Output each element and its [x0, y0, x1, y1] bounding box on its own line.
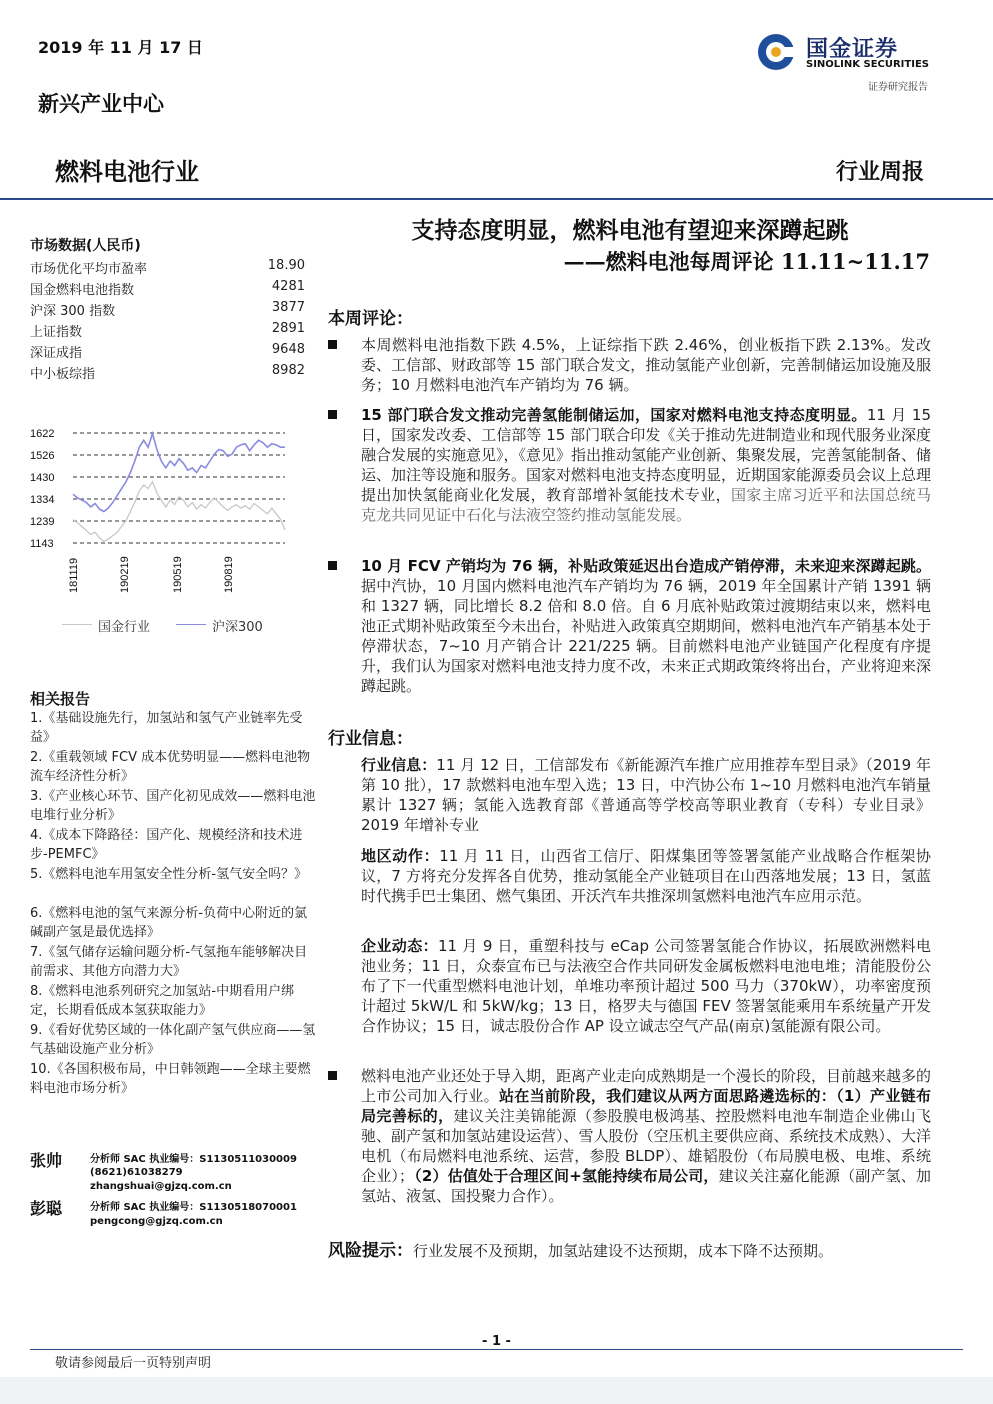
analyst-phone: (8621)61038279 [90, 1167, 183, 1178]
y-tick-label: 1239 [30, 516, 55, 528]
x-tick-label: 190819 [222, 556, 235, 593]
report-type: 行业周报 [836, 160, 925, 185]
bullet-marker [328, 340, 337, 349]
bullet-marker [328, 1071, 337, 1080]
y-tick-label: 1430 [30, 472, 55, 484]
index-chart [25, 415, 315, 600]
industry-news-paragraph: 行业信息：11 月 12 日，工信部发布《新能源汽车推广应用推荐车型目录》（2019 年第 10 批），17 款燃料电池车型入选；13 日，中汽协公布 1~10 月燃料电池汽车销量累计 1327 辆；氢能入选教育部《普通高等学校高等职业教育（专科）专业目录》2019 年增补专业 [361, 756, 931, 834]
industry-name: 燃料电池行业 [55, 158, 199, 186]
related-report-item[interactable]: 4.《成本下降路径：国产化、规模经济和技术进步-PEMFC》 [30, 828, 303, 862]
market-row: 上证指数 2891 [30, 321, 305, 340]
analyst-name: 彭聪 [30, 1199, 63, 1218]
analyst-sac: 分析师 SAC 执业编号：S1130518070001 [90, 1202, 297, 1213]
regional-action-paragraph: 地区动作：11 月 11 日，山西省工信厅、阳煤集团等签署氢能产业战略合作框架协议，7 方将充分发挥各自优势，推动氢能全产业链项目在山西落地发展；13 日，氢蓝时代携手巴士集团、燃气集团、开沃汽车共推深圳氢燃料电池汽车应用示范。 [361, 847, 931, 905]
legend-swatch-hs300 [176, 624, 206, 625]
legend-label-industry: 国金行业 [98, 620, 151, 635]
related-report-item[interactable]: 7.《氢气储存运输问题分析-气氢拖车能够解决目前需求、其他方向潜力大》 [30, 945, 308, 979]
weekly-summary: 本周燃料电池指数下跌 4.5%，上证综指下跌 2.46%，创业板指下跌 2.13%。发改委、工信部、财政部等 15 部门联合发文，推动氢能产业创新，完善制储运加设施及服务；10 月燃料电池汽车产销均为 76 辆。 [361, 336, 931, 394]
y-tick-label: 1334 [30, 494, 55, 506]
logo-text-en: SINOLINK SECURITIES [806, 59, 929, 70]
report-subtitle: ——燃料电池每周评论 11.11~11.17 [563, 249, 930, 274]
market-row: 市场优化平均市盈率 18.90 [30, 258, 305, 277]
y-tick-label: 1143 [30, 538, 54, 550]
x-tick-label: 190219 [118, 556, 131, 593]
report-title: 支持态度明显，燃料电池有望迎来深蹲起跳 [411, 217, 849, 244]
y-tick-label: 1526 [30, 450, 55, 462]
market-row: 沪深 300 指数 3877 [30, 300, 305, 319]
related-report-item[interactable]: 8.《燃料电池系列研究之加氢站-中期看用户绑定，长期看低成本氢获取能力》 [30, 984, 295, 1018]
header-divider [0, 198, 993, 200]
fcv-paragraph: 10 月 FCV 产销均为 76 辆，补贴政策延迟出台造成产销停滞，未来迎来深蹲起跳。据中汽协，10 月国内燃料电池汽车产销均为 76 辆，2019 年全国累计产销 1391 辆和 1327 辆，同比增长 8.2 倍和 8.0 倍。自 6 月底补贴政策过渡期结束以来，燃料电池正式期补贴政策至今未出台，补贴进入政策真空期期间，燃料电池汽车产销基本处于停滞状态，7~10 月产销合计 221/225 辆。目前燃料电池产业链国产化程度有序提升，我们认为国家对燃料电池支持力度不改，未来正式期政策终将出台，产业将迎来深蹲起跳。 [361, 557, 932, 695]
report-date: 2019 年 11 月 17 日 [38, 38, 203, 57]
report-category: 证券研究报告 [868, 82, 928, 93]
department: 新兴产业中心 [38, 91, 164, 116]
series-line-hs300 [73, 434, 285, 512]
related-report-item[interactable]: 10.《各国积极布局，中日韩领跑——全球主要燃料电池市场分析》 [30, 1062, 311, 1096]
x-tick-label: 190519 [171, 556, 184, 593]
market-row: 中小板综指 8982 [30, 363, 305, 382]
analyst-name: 张帅 [30, 1151, 63, 1170]
footer-band [0, 1377, 993, 1404]
related-report-item[interactable]: 6.《燃料电池的氢气来源分析-负荷中心附近的氯碱副产氢是最优选择》 [30, 906, 308, 940]
company-news-paragraph: 企业动态：11 月 9 日，重塑科技与 eCap 公司签署氢能合作协议，拓展欧洲燃料电池业务；11 日，众泰宣布已与法液空合作共同研发金属板燃料电池电堆；清能股份公布了下一代重型燃料电池计划，单堆功率预计超过 500 马力（370kW），功率密度预计超过 5kW/L 和 5kW/kg；13 日，格罗夫与德国 FEV 签署氢能乘用车系统量产开发合作协议；15 日，诚志股份合作 AP 设立诚志空气产品(南京)氢能源有限公司。 [361, 937, 931, 1035]
related-report-item[interactable]: 2.《重载领域 FCV 成本优势明显——燃料电池物流车经济性分析》 [30, 750, 311, 784]
related-report-item[interactable]: 1.《基础设施先行，加氢站和氢气产业链率先受益》 [30, 711, 303, 745]
market-row: 国金燃料电池指数 4281 [30, 279, 305, 298]
related-reports-heading: 相关报告 [30, 690, 91, 708]
bullet-marker [328, 410, 337, 419]
market-row: 深证成指 9648 [30, 342, 305, 361]
related-report-item[interactable]: 9.《看好优势区域的一体化副产氢气供应商——氢气基础设施产业分析》 [30, 1023, 316, 1057]
market-data-heading: 市场数据(人民币) [30, 238, 141, 254]
analyst-sac: 分析师 SAC 执业编号：S1130511030009 [90, 1154, 297, 1165]
bullet-marker [328, 561, 337, 570]
investment-paragraph: 燃料电池产业还处于导入期，距离产业走向成熟期是一个漫长的阶段，目前越来越多的上市公司加入行业。站在当前阶段，我们建议从两方面思路遴选标的：（1）产业链布局完善标的，建议关注美锦能源（参股膜电极鸿基、控股燃料电池车制造企业佛山飞驰、副产氢和加氢站建设运营）、雪人股份（空压机主要供应商、系统技术成熟）、大洋电机（布局燃料电池系统、运营，参股 BLDP）、雄韬股份（布局膜电极、电堆、系统企业）；（2）估值处于合理区间+氢能持续布局公司，建议关注嘉化能源（副产氢、加氢站、液氢、国投聚力合作）。 [361, 1067, 932, 1205]
x-tick-label: 181119 [68, 557, 80, 593]
related-report-item[interactable]: 3.《产业核心环节、国产化初见成效——燃料电池电堆行业分析》 [30, 789, 316, 823]
legend-swatch-industry [62, 624, 92, 625]
analyst-email[interactable]: zhangshuai@gjzq.com.cn [90, 1181, 232, 1192]
footer-divider [30, 1349, 963, 1350]
risk-warning: 风险提示：行业发展不及预期，加氢站建设不达预期，成本下降不达预期。 [328, 1241, 834, 1261]
page-number: - 1 - [482, 1334, 511, 1349]
legend-label-hs300: 沪深300 [212, 620, 263, 635]
disclaimer-note: 敬请参阅最后一页特别声明 [55, 1356, 212, 1371]
sinolink-logo-icon [756, 32, 796, 72]
policy-paragraph: 15 部门联合发文推动完善氢能制储运加，国家对燃料电池支持态度明显。11 月 15 日，国家发改委、工信部等 15 部门联合印发《关于推动先进制造业和现代服务业深度融合发展的实施意见》，《意见》指出推动氢能产业创新、集聚发展，完善氢能制备、储运、加注等设施和服务。国家对燃料电池支持态度明显，近期国家能源委员会议上总理提出加快氢能商业化发展，教育部增补氢能技术专业，国家主席习近平和法国总统马克龙共同见证中石化与法液空签约推动氢能发展。 [361, 406, 932, 524]
weekly-heading: 本周评论： [328, 309, 413, 329]
industry-info-heading: 行业信息： [328, 729, 413, 749]
analyst-email[interactable]: pengcong@gjzq.com.cn [90, 1216, 223, 1227]
logo-text-cn: 国金证券 [806, 37, 899, 62]
related-report-item[interactable]: 5.《燃料电池车用氢安全性分析-氢气安全吗？》 [30, 867, 308, 882]
y-tick-label: 1622 [30, 428, 55, 440]
